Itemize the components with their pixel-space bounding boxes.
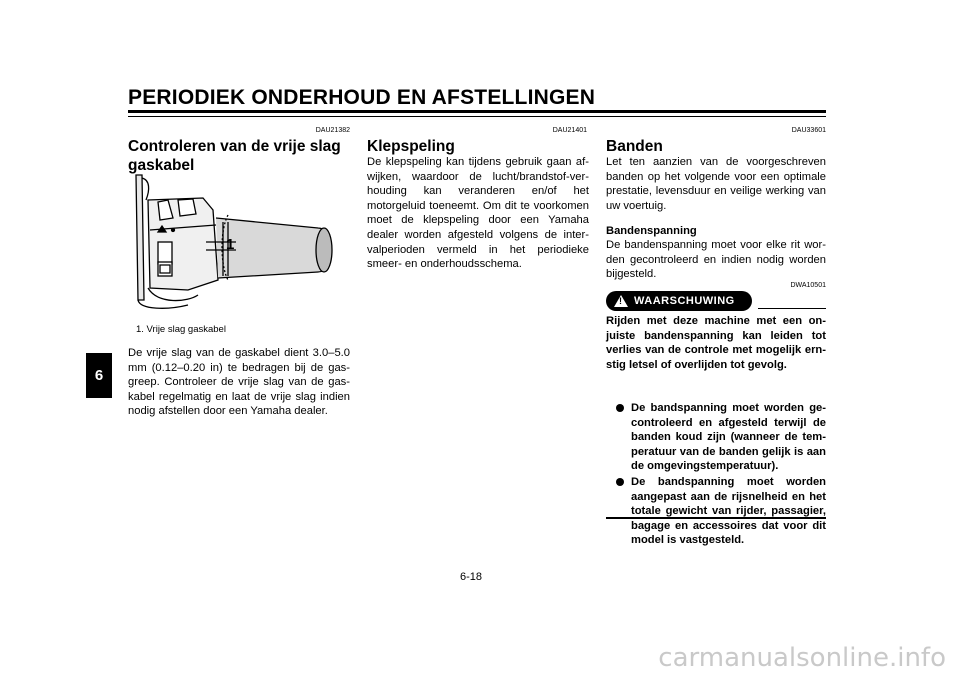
body-text: Let ten aanzien van de voorgeschreven banden op het volgende voor een optimale prestatie, levensduur en veilige werking van uw voertuig. (606, 156, 826, 212)
warning-triangle-icon: ! (614, 295, 628, 307)
warning-rule-top (758, 308, 826, 309)
section-heading: Klepspeling (367, 138, 455, 155)
section-heading: Banden (606, 138, 663, 155)
page-number: 6-18 (460, 571, 483, 583)
body-text: De vrije slag van de gaskabel dient 3.0–5.0 mm (0.12–0.20 in) te bedragen bij de gasgreep. Controleer de vrije slag van de gaskabel regelmatig en laat de vrije slag indien nodig afstellen door een Yamaha dealer. (128, 347, 350, 418)
watermark: carmanualsonline.info (658, 643, 946, 673)
warning-badge (606, 291, 752, 311)
list-item (616, 475, 826, 548)
chapter-tab: 6 (86, 353, 112, 398)
section-code: DAU33601 (791, 127, 826, 134)
body-text: De bandenspanning moet voor elke rit worden gecontroleerd en indien nodig worden bijgesteld. (606, 239, 826, 281)
section-code: DAU21401 (552, 127, 587, 134)
list-item (616, 401, 826, 474)
warning-text: Rijden met deze machine met een onjuiste bandenspanning kan leiden tot verlies van de controle met mogelijk ernstig letsel of overlijden tot gevolg. (606, 315, 826, 371)
section-heading: Controleren van de vrije slag gaskabel (128, 138, 341, 174)
figure-caption: 1. Vrije slag gaskabel (136, 324, 226, 335)
section-code: DAU21382 (315, 127, 350, 134)
header-rule-thick (128, 110, 826, 113)
warning-rule-bottom (606, 517, 826, 519)
warning-code: DWA10501 (790, 282, 826, 289)
sub-heading: Bandenspanning (606, 225, 697, 237)
bullet-icon (616, 404, 624, 412)
page-title: PERIODIEK ONDERHOUD EN AFSTELLINGEN (128, 86, 596, 109)
throttle-grip-illustration (128, 170, 353, 313)
body-text: De klepspeling kan tijdens gebruik gaan afwijken, waardoor de lucht/brandstof-verhouding kan veranderen en/of het motorgeluid toeneemt. Om dit te voorkomen moet de klepspeling door een Yamaha dealer worden afgesteld volgens de intervalperioden vermeld in het periodieke smeer- en onderhoudsschema. (367, 156, 589, 271)
bullet-icon (616, 478, 624, 486)
list-item-text: De bandspanning moet worden aangepast aan de rijsnelheid en het totale gewicht van rijder, passagier, bagage en accessoires dat voor dit model is vastgesteld. (631, 475, 826, 547)
figure-callout-number: 1 (226, 236, 235, 253)
list-item-text: De bandspanning moet worden gecontroleerd en afgesteld terwijl de banden koud zijn (wanneer de temperatuur van de banden gelijk is aan de omgevingstemperatuur). (631, 402, 826, 473)
warning-bullet-list (616, 401, 826, 549)
header-rule-thin (128, 116, 826, 117)
warning-label: WAARSCHUWING (634, 295, 735, 307)
